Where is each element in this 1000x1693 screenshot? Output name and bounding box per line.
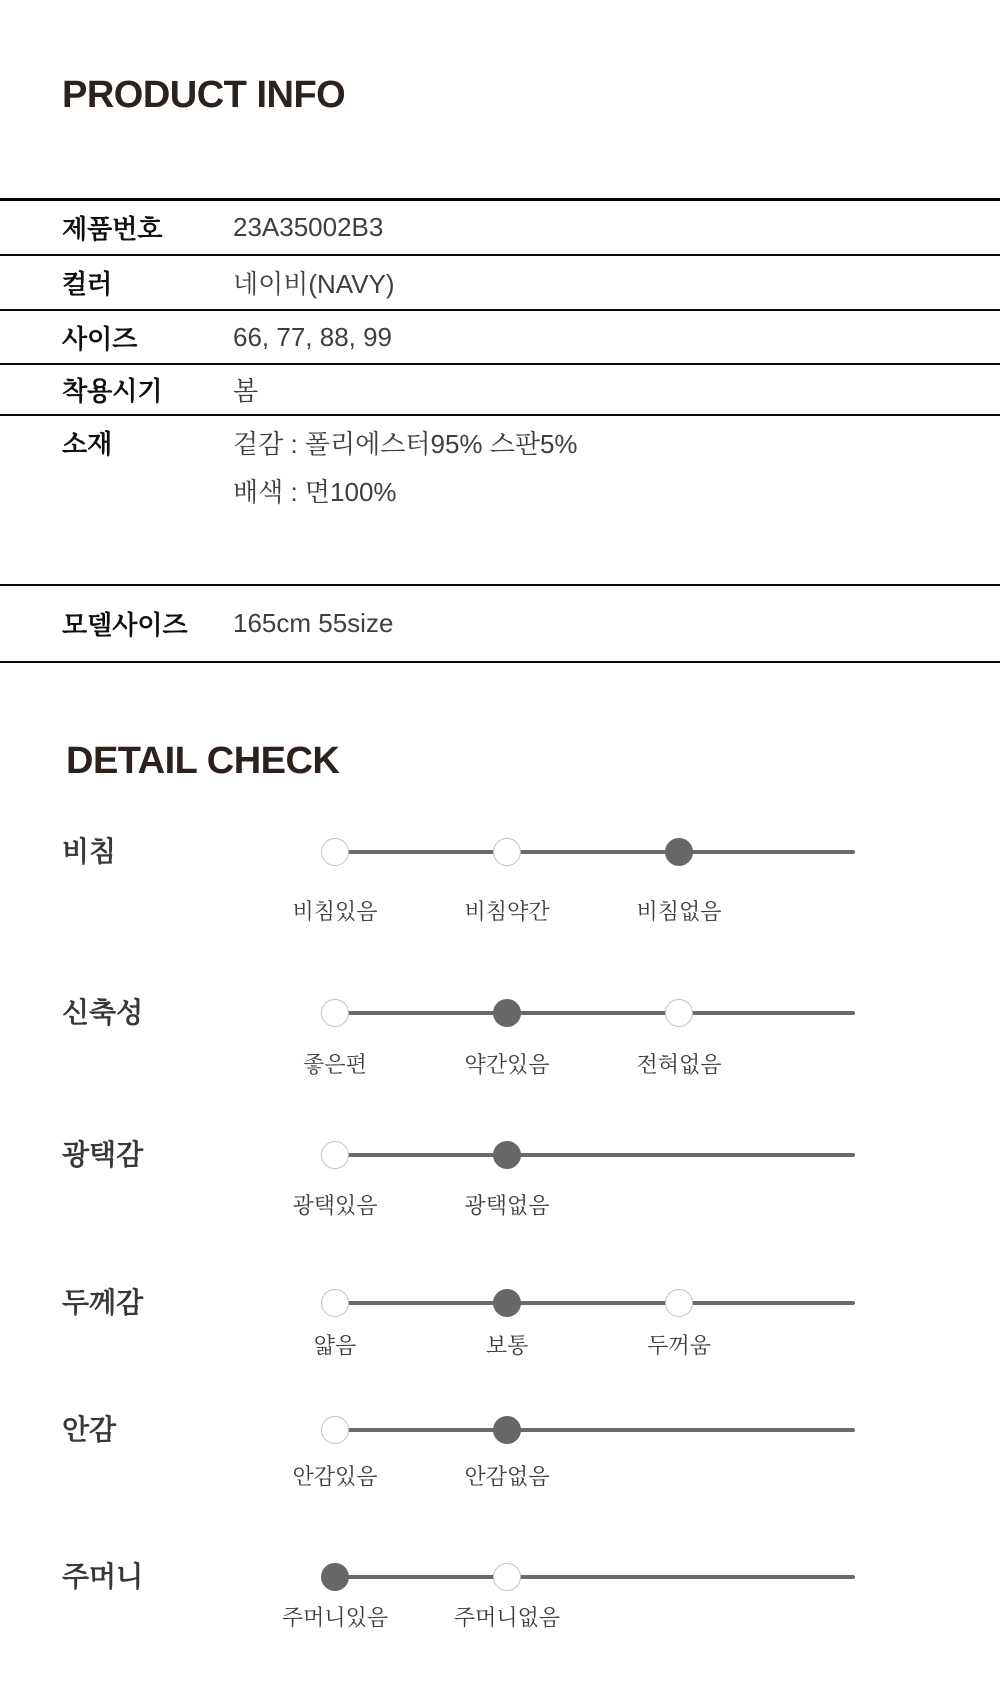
- slider-track: [335, 1301, 855, 1305]
- row-value: 네이비(NAVY): [233, 269, 395, 299]
- slider-option-label: 광택없음: [464, 1193, 550, 1218]
- detail-row-title: 주머니: [62, 1561, 144, 1592]
- detail-row-title: 안감: [62, 1414, 117, 1445]
- row-value: 165cm 55size: [233, 608, 394, 638]
- slider-dot: [493, 1563, 521, 1591]
- slider-track: [335, 850, 855, 854]
- slider-option-label: 전혀없음: [636, 1052, 722, 1077]
- row-label: 제품번호: [62, 214, 163, 244]
- slider-option-label: 비침없음: [636, 899, 722, 924]
- row-label: 컬러: [62, 269, 113, 299]
- row-label: 모델사이즈: [62, 610, 188, 640]
- slider-dot: [665, 1289, 693, 1317]
- slider-dot-selected: [321, 1563, 349, 1591]
- material-value-line: 배색 : 면100%: [233, 477, 397, 507]
- table-row-product-number: [0, 201, 1000, 256]
- slider-track: [335, 1153, 855, 1157]
- slider-option-label: 안감있음: [292, 1464, 378, 1489]
- slider-option-label: 약간있음: [464, 1052, 550, 1077]
- material-value-line: 겉감 : 폴리에스터95% 스판5%: [233, 429, 578, 459]
- row-value: 23A35002B3: [233, 212, 384, 242]
- slider-dot: [493, 838, 521, 866]
- slider-option-label: 주머니없음: [453, 1605, 561, 1630]
- slider-track: [335, 1575, 855, 1579]
- table-row-material: [0, 416, 1000, 586]
- row-value: 66, 77, 88, 99: [233, 321, 393, 352]
- slider-dot-selected: [493, 1141, 521, 1169]
- slider-option-label: 좋은편: [303, 1052, 367, 1077]
- slider-dot: [321, 999, 349, 1027]
- slider-option-label: 광택있음: [292, 1193, 378, 1218]
- slider-dot: [665, 999, 693, 1027]
- slider-dot-selected: [493, 999, 521, 1027]
- slider-dot-selected: [493, 1416, 521, 1444]
- slider-dot-selected: [493, 1289, 521, 1317]
- product-info-table: [0, 198, 1000, 663]
- slider-dot: [321, 1141, 349, 1169]
- detail-row-title: 비침: [62, 836, 117, 867]
- table-row-size: [0, 311, 1000, 365]
- slider-dot-selected: [665, 838, 693, 866]
- detail-row-title: 신축성: [62, 997, 144, 1028]
- product-info-title: PRODUCT INFO: [62, 74, 346, 116]
- slider-option-label: 얇음: [313, 1333, 357, 1358]
- slider-track: [335, 1428, 855, 1432]
- slider-option-label: 안감없음: [464, 1464, 550, 1489]
- table-row-season: [0, 365, 1000, 416]
- slider-option-label: 주머니있음: [281, 1605, 389, 1630]
- row-label: 소재: [62, 429, 113, 459]
- row-value: [233, 420, 1000, 516]
- slider-dot: [321, 838, 349, 866]
- row-value: 봄: [233, 376, 259, 406]
- table-row-color: [0, 256, 1000, 311]
- slider-option-label: 비침있음: [292, 899, 378, 924]
- slider-dot: [321, 1416, 349, 1444]
- row-label: 사이즈: [62, 323, 138, 354]
- slider-option-label: 두꺼움: [647, 1333, 711, 1358]
- slider-dot: [321, 1289, 349, 1317]
- row-label: 착용시기: [62, 376, 163, 406]
- detail-row-title: 광택감: [62, 1139, 144, 1170]
- slider-track: [335, 1011, 855, 1015]
- table-row-model-size: [0, 586, 1000, 663]
- detail-check-title: DETAIL CHECK: [66, 740, 340, 782]
- slider-option-label: 보통: [485, 1333, 529, 1358]
- detail-row-title: 두께감: [62, 1287, 144, 1318]
- slider-option-label: 비침약간: [464, 899, 550, 924]
